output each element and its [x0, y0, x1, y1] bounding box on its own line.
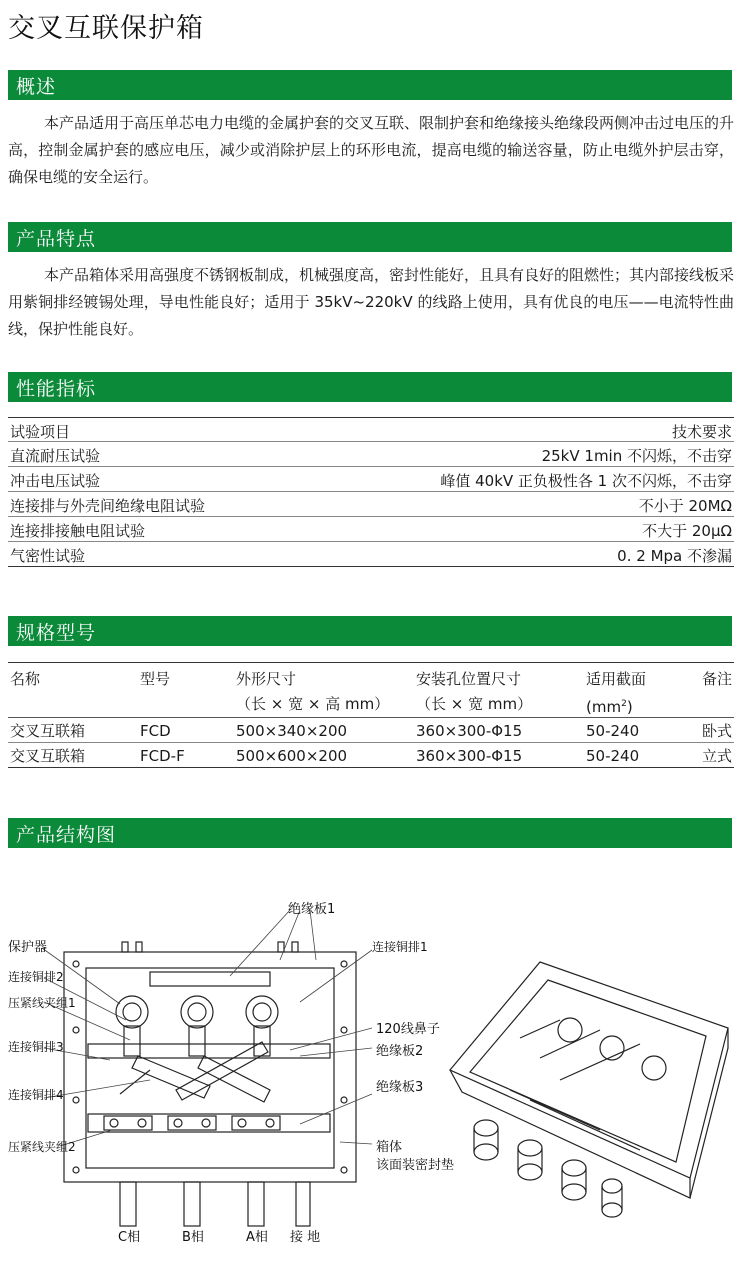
header-item: 试验项目: [10, 423, 71, 441]
performance-table: [8, 417, 734, 567]
cell-name: 交叉互联箱: [10, 747, 86, 765]
label-insulation-board-2: 绝缘板2: [376, 1044, 424, 1059]
col-hole: [416, 667, 532, 717]
table-row: [8, 718, 734, 743]
col-section-sup: 2: [621, 699, 627, 709]
section-title: 性能指标: [16, 378, 97, 400]
label-copper-bar-4: 连接铜排4: [8, 1088, 64, 1102]
label-protector: 保护器: [8, 940, 48, 955]
col-size-sub: （长 × 宽 × 高 mm）: [236, 695, 390, 713]
cell-size: 500×340×200: [236, 722, 348, 740]
col-section-title: 适用截面: [586, 670, 647, 688]
label-insulation-board-3: 绝缘板3: [376, 1080, 424, 1095]
structure-drawing: [0, 880, 740, 1265]
table-row: [8, 743, 734, 768]
section-title: 产品特点: [16, 228, 97, 250]
cell-section: 50-240: [586, 722, 640, 740]
col-note: 备注: [701, 670, 732, 688]
overview-text: 本产品适用于高压单芯电力电缆的金属护套的交叉互联、限制护套和绝缘接头绝缘段两侧冲击过电压的升高，控制金属护套的感应电压，减少或消除护层上的环形电流，提高电缆的输送容量，防止电缆外护层击穿，确保电缆的安全运行。: [8, 114, 735, 186]
label-copper-bar-3: 连接铜排3: [8, 1040, 64, 1054]
cell-size: 500×600×200: [236, 747, 348, 765]
col-size-title: 外形尺寸: [236, 670, 297, 688]
test-item: 连接排接触电阻试验: [10, 522, 146, 540]
col-hole-sub: （长 × 宽 mm）: [416, 695, 533, 713]
table-header-row: [8, 417, 734, 442]
label-phase-a: A相: [246, 1230, 268, 1245]
test-item: 连接排与外壳间绝缘电阻试验: [10, 497, 206, 515]
structure-diagram: [0, 880, 740, 1265]
label-clamp-group-2: 压紧线夹组2: [8, 1140, 76, 1154]
table-row: [8, 517, 734, 542]
section-header-performance: [8, 372, 732, 402]
section-header-overview: [8, 70, 732, 100]
col-name: 名称: [10, 670, 41, 688]
cell-note: 立式: [701, 747, 732, 765]
label-phase-b: B相: [182, 1230, 204, 1245]
cell-hole: 360×300-Φ15: [416, 722, 523, 740]
label-ground: 接 地: [290, 1230, 321, 1245]
test-req: 不小于 20MΩ: [638, 497, 732, 515]
section-header-features: [8, 222, 732, 252]
label-gasket-note: 该面装密封垫: [376, 1158, 455, 1173]
test-req: 25kV 1min 不闪烁，不击穿: [541, 447, 732, 465]
cell-section: 50-240: [586, 747, 640, 765]
test-req: 0. 2 Mpa 不渗漏: [617, 547, 732, 565]
col-section-sub: (mm: [586, 698, 622, 716]
label-nose-120: 120线鼻子: [376, 1022, 440, 1037]
label-copper-bar-2: 连接铜排2: [8, 970, 64, 984]
col-section: [586, 667, 646, 720]
cell-model: FCD: [140, 722, 171, 740]
page-title: 交叉互联保护箱: [8, 13, 204, 44]
col-hole-title: 安装孔位置尺寸: [416, 670, 522, 688]
table-header-row: [8, 663, 734, 718]
spec-table: [8, 662, 734, 768]
col-model: 型号: [140, 670, 171, 688]
label-phase-c: C相: [118, 1230, 141, 1245]
table-row: [8, 542, 734, 567]
test-req: 不大于 20μΩ: [642, 522, 732, 540]
header-req: 技术要求: [671, 423, 732, 441]
features-text: 本产品箱体采用高强度不锈钢板制成，机械强度高，密封性能好，且具有良好的阻燃性；其内部接线板采用紫铜排经镀锡处理，导电性能良好；适用于 35kV~220kV 的线路上使用，具有优良的电压——电流特性曲线，保护性能良好。: [8, 266, 735, 338]
section-header-spec: [8, 616, 732, 646]
section-title: 规格型号: [16, 622, 97, 644]
section-title: 产品结构图: [16, 824, 117, 846]
col-size: [236, 667, 389, 717]
table-row: [8, 467, 734, 492]
table-row: [8, 442, 734, 467]
test-req: 峰值 40kV 正负极性各 1 次不闪烁，不击穿: [440, 472, 732, 490]
section-header-structure: [8, 818, 732, 848]
cell-note: 卧式: [701, 722, 732, 740]
test-item: 直流耐压试验: [10, 447, 101, 465]
cell-model: FCD-F: [140, 747, 185, 765]
label-copper-bar-1: 连接铜排1: [372, 940, 428, 954]
col-section-close: ): [626, 698, 633, 716]
test-item: 气密性试验: [10, 547, 86, 565]
label-box-body: 箱体: [376, 1140, 403, 1155]
section-title: 概述: [16, 76, 57, 98]
test-item: 冲击电压试验: [10, 472, 101, 490]
label-clamp-group-1: 压紧线夹组1: [8, 996, 76, 1010]
label-insulation-board-1: 绝缘板1: [288, 902, 336, 917]
table-row: [8, 492, 734, 517]
cell-name: 交叉互联箱: [10, 722, 86, 740]
cell-hole: 360×300-Φ15: [416, 747, 523, 765]
